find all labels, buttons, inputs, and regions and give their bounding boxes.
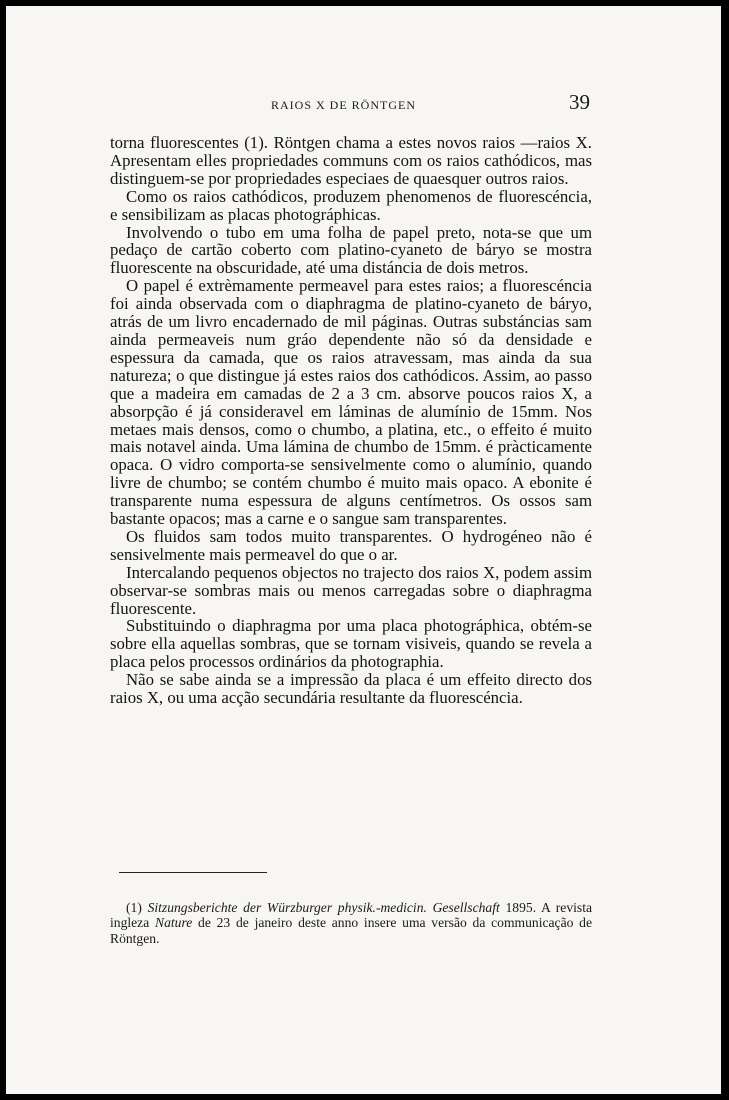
footnote-marker: (1) <box>126 900 142 915</box>
paragraph: Intercalando pequenos objectos no trajecto dos raios X, podem assim observar-se sombras mais ou menos carregadas sobre o diaphragma fluorescente. <box>110 562 592 618</box>
running-title: RAIOS X DE RÖNTGEN <box>271 98 416 112</box>
footnote-separator <box>119 872 267 873</box>
footnote-text-before: 1895. A revista ingleza <box>110 900 593 931</box>
footnote-text-after: de 23 de janeiro deste anno insere uma versão da communicação de Röntgen. <box>110 915 593 946</box>
page-number: 39 <box>569 90 590 114</box>
paragraph: O papel é extrèmamente permeavel para estes raios; a fluorescéncia foi ainda observada com o diaphragma de platino-cyaneto de báryo, atrás de um livro encadernado de mil páginas. Outras substáncias sam ainda permeaveis num gráo dependente não só da densidade e espessura da camada, que os raios atravessam, mas ainda da sua natureza; o que distingue já estes raios dos cathódicos. Assim, ao passo que a madeira em camadas de 2 a 3 cm. absorve poucos raios X, a absorpção é já consideravel em láminas de alumínio de 15mm. Nos metaes mais densos, como o chumbo, a platina, etc., o effeito é muito mais notavel ainda. Uma lámina de chumbo de 15mm. é pràcticamente opaca. O vidro comporta-se sensivelmente como o alumínio, quando livre de chumbo; se contém chumbo é muito mais opaco. A ebonite é transparente numa espessura de alguns centímetros. Os ossos sam bastante opacos; mas a carne e o sangue sam transparentes. <box>110 276 592 529</box>
footnote-journal: Nature <box>155 915 193 931</box>
page-header <box>106 90 598 116</box>
paragraph: Involvendo o tubo em uma folha de papel preto, nota-se que um pedaço de cartão coberto com platino-cyaneto de báryo se mostra fluorescente na obscuridade, até uma distáncia de dois metros. <box>110 222 592 278</box>
paragraph: Os fluidos sam todos muito transparentes. O hydrogéneo não é sensivelmente mais permeavel do que o ar. <box>110 526 592 564</box>
body-text <box>110 134 592 707</box>
footnote <box>110 900 592 946</box>
paragraph: Substituindo o diaphragma por uma placa photográphica, obtém-se sobre ella aquellas sombras, que se tornam visiveis, quando se revela a placa pelos processos ordinários da photographia. <box>110 616 592 672</box>
paragraph: torna fluorescentes (1). Röntgen chama a estes novos raios —raios X. Apresentam elles propriedades communs com os raios cathódicos, mas distinguem-se por propriedades especiaes de quaesquer outros raios. <box>110 133 592 188</box>
footnote-title: Sitzungsberichte der Würzburger physik.-medicin. Gesellschaft <box>147 900 500 915</box>
paragraph: Como os raios cathódicos, produzem phenomenos de fluorescéncia, e sensibilizam as placas photográphicas. <box>110 186 592 224</box>
paragraph: Não se sabe ainda se a impressão da placa é um effeito directo dos raios X, ou uma acção secundária resultante da fluorescéncia. <box>110 670 592 708</box>
book-page <box>6 6 721 1094</box>
